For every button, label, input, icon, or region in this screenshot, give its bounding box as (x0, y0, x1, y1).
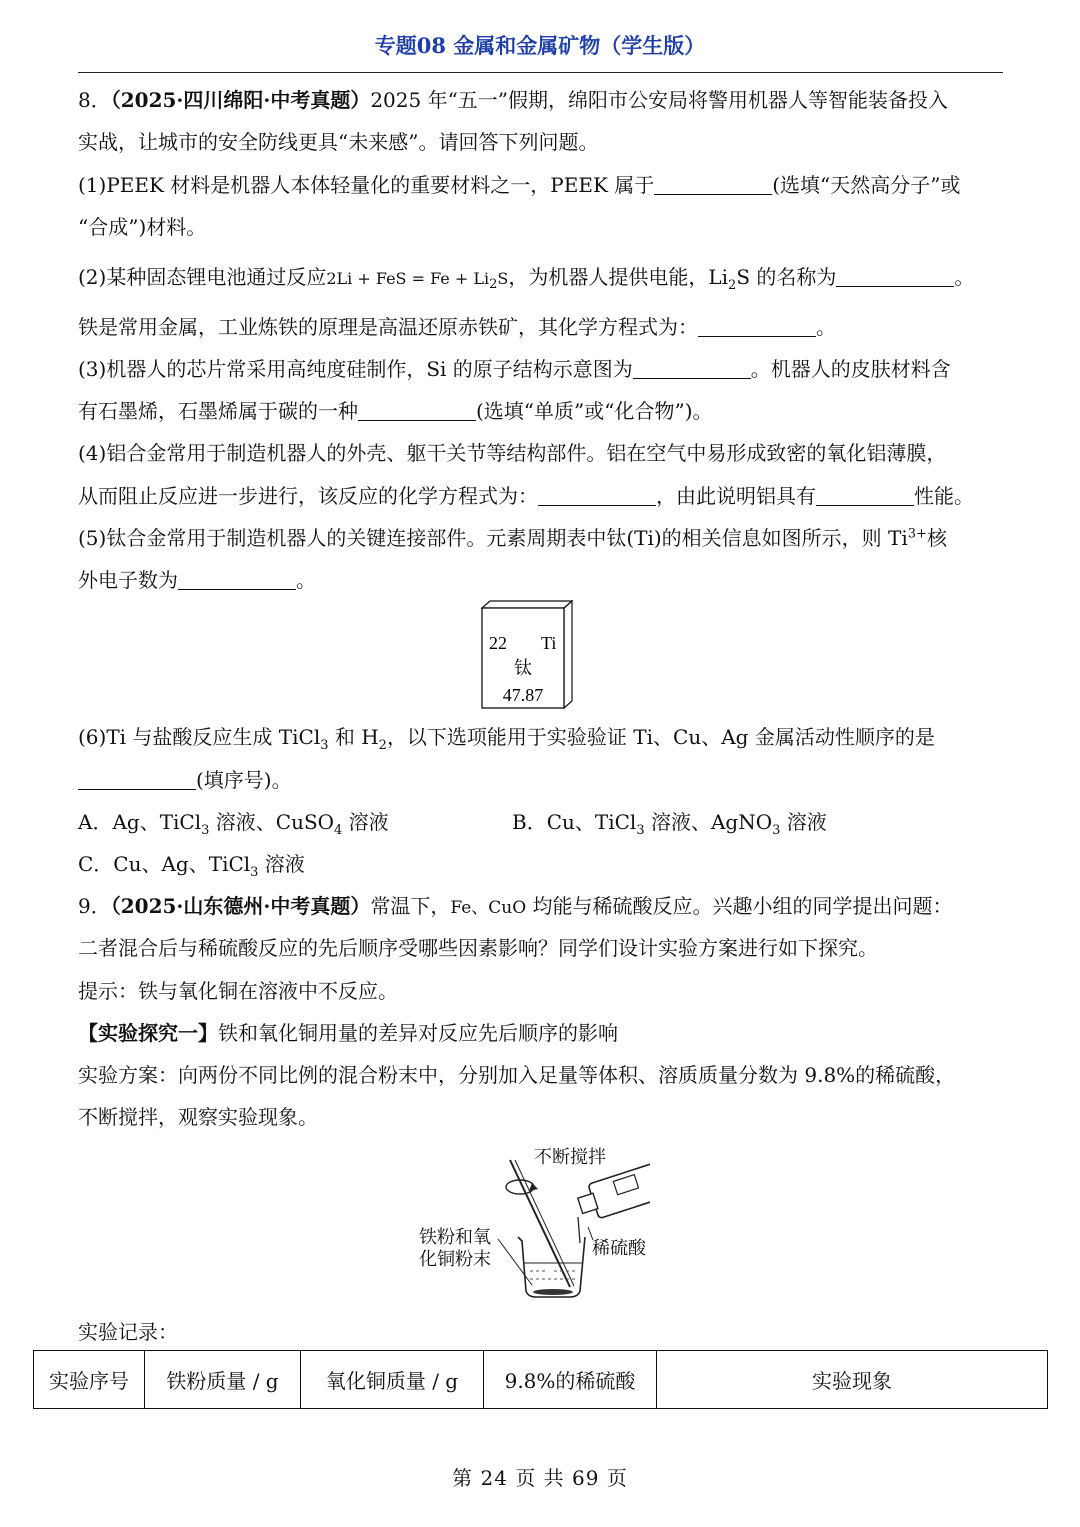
q9-line-1: 9．（2025·山东德州·中考真题）常温下，Fe、CuO 均能与稀硫酸反应。兴趣小组的同学提出问题： (78, 894, 953, 918)
table-header-row (34, 1351, 1048, 1409)
q8-part2: (2)某种固态锂电池通过反应2Li + FeS = $Fe + Li_2S$，为机器人提供电能，$Li_2S$ 的名称为 。 (78, 265, 975, 293)
col-header-copper-oxide-mass: 氧化铜质量 / g (301, 1351, 484, 1409)
q9-plan: 实验方案：向两份不同比例的混合粉末中，分别加入足量等体积、溶质质量分数为 9.8%的稀硫酸， (78, 1063, 956, 1087)
q8-part3: (3)机器人的芯片常采用高纯度硅制作，Si 的原子结构示意图为 。机器人的皮肤材料含 (78, 357, 951, 381)
element-name: 钛 (514, 658, 532, 679)
option-a: A．Ag、TiCl$_3$ 溶液、CuSO$_4$ 溶液 (78, 810, 389, 838)
q8-part1: (1)PEEK 材料是机器人本体轻量化的重要材料之一，PEEK 属于 (选填“天然高分子”或 (78, 173, 961, 197)
answer-blank[interactable] (538, 485, 656, 506)
answer-blank[interactable] (358, 400, 476, 421)
q8-line-2: 实战，让城市的安全防线更具“未来感”。请回答下列问题。 (78, 130, 599, 154)
q8-part5-cont: 外电子数为 。 (78, 568, 316, 592)
answer-blank[interactable] (836, 266, 954, 287)
q9-source: （2025·山东德州·中考真题） (110, 894, 371, 918)
label-powder-line1: 铁粉和氧 (419, 1227, 491, 1248)
q8-source: （2025·四川绵阳·中考真题） (110, 88, 371, 112)
answer-blank[interactable] (654, 174, 772, 195)
q8-part6: (6)Ti 与盐酸反应生成 TiCl$_3$ 和 $H_2$，以下选项能用于实验验证 Ti、Cu、Ag 金属活动性顺序的是 (78, 725, 935, 753)
col-header-serial: 实验序号 (34, 1351, 145, 1409)
label-stirring: 不断搅拌 (534, 1147, 606, 1168)
q8-part1-cont: “合成”)材料。 (78, 215, 207, 239)
col-header-acid: 9.8%的稀硫酸 (484, 1351, 657, 1409)
col-header-iron-mass: 铁粉质量 / g (145, 1351, 301, 1409)
answer-blank[interactable] (78, 769, 196, 790)
q9-explore-title: 【实验探究一】铁和氧化铜用量的差异对反应先后顺序的影响 (78, 1021, 618, 1045)
reaction-equation: 2Li + FeS = $Fe + Li_2S$ (326, 269, 509, 293)
titanium-element-cell (472, 600, 574, 712)
element-number: 22 (489, 633, 507, 653)
beaker-experiment-figure (410, 1145, 650, 1305)
q8-line-1: 8．（2025·四川绵阳·中考真题）2025 年“五一”假期，绵阳市公安局将警用机器人等智能装备投入 (78, 88, 949, 112)
answer-blank[interactable] (816, 485, 914, 506)
answer-blank[interactable] (633, 358, 751, 379)
q8-part4-cont: 从而阻止反应进一步进行，该反应的化学方程式为： ，由此说明铝具有 性能。 (78, 484, 974, 508)
q8-part6-cont: (填序号)。 (78, 766, 292, 794)
col-header-phenomenon: 实验现象 (657, 1351, 1048, 1409)
q9-line-2: 二者混合后与稀硫酸反应的先后顺序受哪些因素影响？同学们设计实验方案进行如下探究。 (78, 936, 878, 960)
q8-part2-iron: 铁是常用金属，工业炼铁的原理是高温还原赤铁矿，其化学方程式为： 。 (78, 315, 836, 339)
q8-part5: (5)钛合金常用于制造机器人的关键连接部件。元素周期表中钛(Ti)的相关信息如图所示，则 $Ti^{3+}$核 (78, 526, 947, 550)
q8-part4: (4)铝合金常用于制造机器人的外壳、躯干关节等结构部件。铝在空气中易形成致密的氧化铝薄膜， (78, 441, 947, 465)
page-footer: 第 24 页 共 69 页 (452, 1466, 628, 1490)
answer-blank[interactable] (178, 569, 296, 590)
label-dilute-acid: 稀硫酸 (592, 1238, 646, 1259)
record-label: 实验记录： (78, 1320, 178, 1344)
page-header-title: 专题08 金属和金属矿物（学生版） (374, 33, 706, 58)
experiment-record-table (33, 1350, 1048, 1409)
element-mass: 47.87 (502, 685, 544, 705)
option-c: C．Cu、Ag、TiCl$_3$ 溶液 (78, 852, 305, 880)
q9-plan-cont: 不断搅拌，观察实验现象。 (78, 1105, 318, 1129)
answer-blank[interactable] (698, 316, 816, 337)
option-b: B．Cu、TiCl$_3$ 溶液、AgNO$_3$ 溶液 (512, 810, 827, 838)
q9-hint: 提示：铁与氧化铜在溶液中不反应。 (78, 979, 398, 1003)
element-symbol: Ti (541, 633, 557, 653)
q8-part3-cont: 有石墨烯，石墨烯属于碳的一种 (选填“单质”或“化合物”)。 (78, 399, 713, 423)
label-powder-line2: 化铜粉末 (419, 1249, 491, 1270)
header-divider (78, 72, 1003, 73)
